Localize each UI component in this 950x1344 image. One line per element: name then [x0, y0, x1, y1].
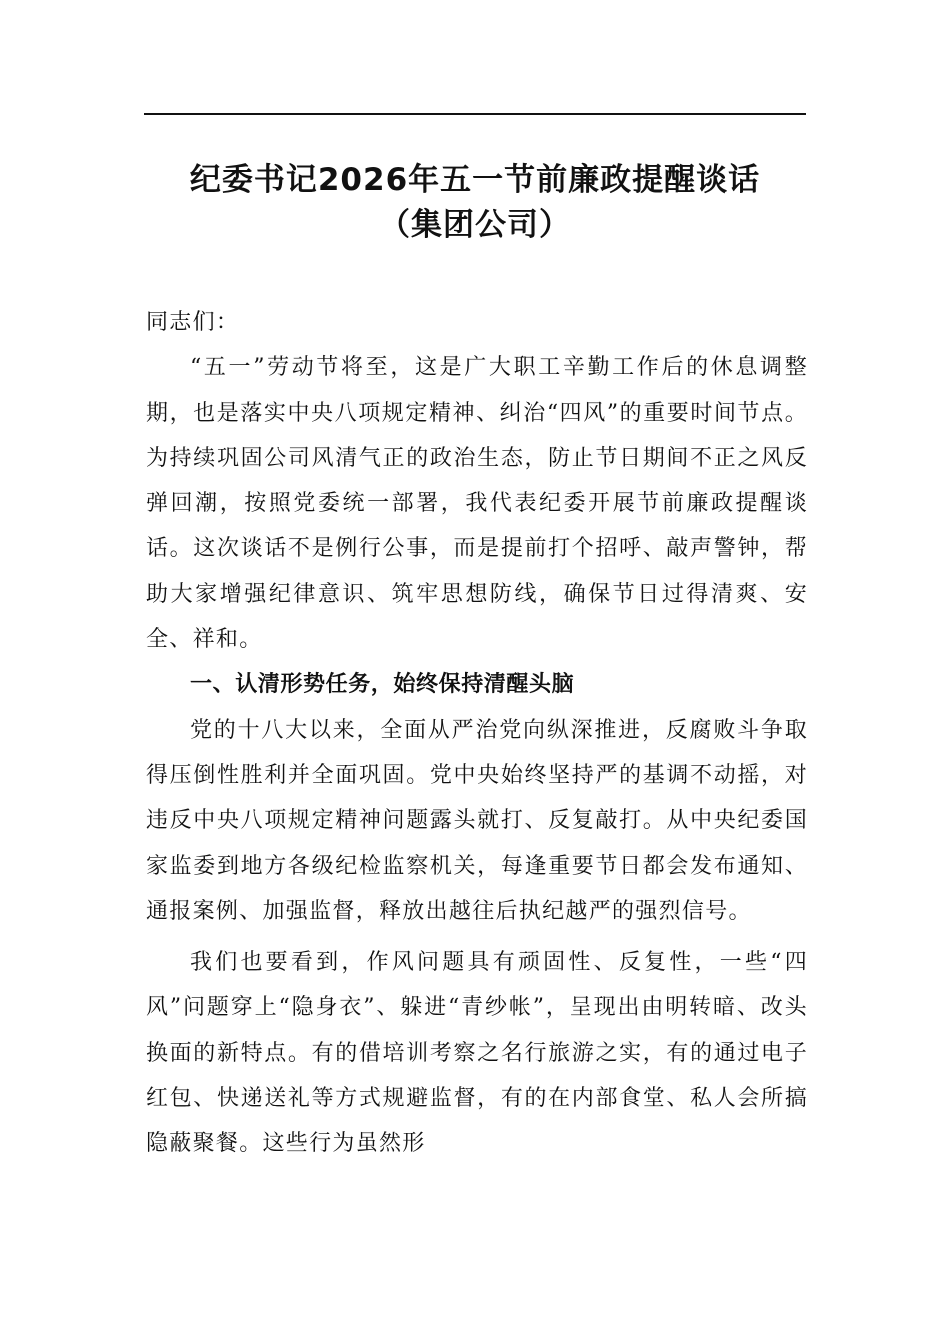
intro-paragraph: “五一”劳动节将至，这是广大职工辛勤工作后的休息调整期，也是落实中央八项规定精神、纠治“四风”的重要时间节点。为持续巩固公司风清气正的政治生态，防止节日期间不正之风反弹回潮，按照党委统一部署，我代表纪委开展节前廉政提醒谈话。这次谈话不是例行公事，而是提前打个招呼、敲声警钟，帮助大家增强纪律意识、筑牢思想防线，确保节日过得清爽、安全、祥和。 [146, 355, 808, 653]
salutation: 同志们： [146, 310, 240, 335]
title-line-2: （集团公司） [379, 207, 571, 243]
header-rule [144, 113, 806, 115]
section-heading-1: 一、认清形势任务，始终保持清醒头脑 [190, 672, 575, 698]
section-1-paragraph-2: 我们也要看到，作风问题具有顽固性、反复性，一些“四风”问题穿上“隐身衣”、躲进“青纱帐”，呈现出由明转暗、改头换面的新特点。有的借培训考察之名行旅游之实，有的通过电子红包、快递送礼等方式规避监督，有的在内部食堂、私人会所搞隐蔽聚餐。这些行为虽然形 [146, 950, 808, 1157]
section-1-paragraph-1: 党的十八大以来，全面从严治党向纵深推进，反腐败斗争取得压倒性胜利并全面巩固。党中央始终坚持严的基调不动摇，对违反中央八项规定精神问题露头就打、反复敲打。从中央纪委国家监委到地方各级纪检监察机关，每逢重要节日都会发布通知、通报案例、加强监督，释放出越往后执纪越严的强烈信号。 [146, 717, 808, 924]
document-body [146, 300, 808, 1167]
document-title [144, 158, 806, 248]
title-line-1: 纪委书记2026年五一节前廉政提醒谈话 [189, 162, 761, 198]
